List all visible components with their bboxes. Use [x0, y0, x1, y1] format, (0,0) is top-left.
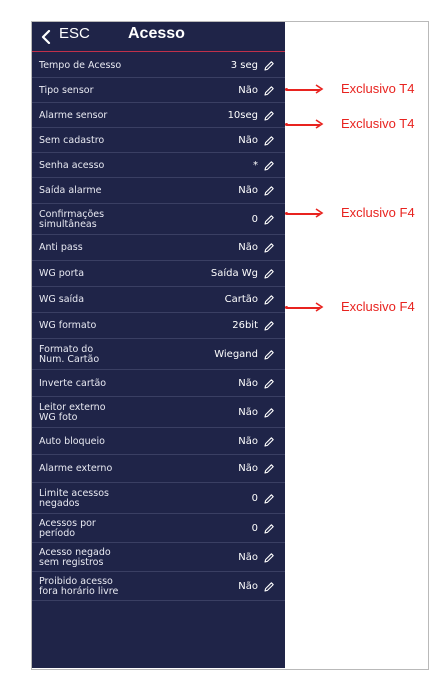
setting-row-inverte-cartao[interactable] — [32, 370, 285, 397]
esc-button[interactable]: ESC — [59, 25, 90, 42]
setting-value: Não — [238, 134, 258, 146]
pencil-icon[interactable] — [263, 60, 275, 72]
setting-row-sem-cadastro[interactable] — [32, 128, 285, 153]
pencil-icon[interactable] — [263, 493, 275, 505]
setting-value: Não — [238, 406, 258, 418]
setting-row-saida-alarme[interactable] — [32, 178, 285, 204]
setting-row-senha-acesso[interactable] — [32, 153, 285, 178]
pencil-icon[interactable] — [263, 523, 275, 535]
setting-value: 0 — [251, 213, 258, 225]
setting-row-wg-porta[interactable] — [32, 261, 285, 287]
setting-value: Saída Wg — [210, 268, 258, 279]
setting-row-acessos-por-periodo[interactable] — [32, 514, 285, 543]
setting-row-leitor-externo-wg-foto[interactable] — [32, 397, 285, 428]
pencil-icon[interactable] — [263, 214, 275, 226]
setting-value: 0 — [251, 522, 258, 534]
pencil-icon[interactable] — [263, 349, 275, 361]
arrow-right-icon — [314, 302, 324, 312]
setting-value: Não — [238, 551, 258, 563]
access-settings-panel — [32, 22, 285, 668]
setting-value: Não — [238, 242, 258, 253]
setting-value: 3 seg — [230, 59, 258, 71]
setting-value: Não — [238, 377, 258, 389]
setting-row-confirmacoes-simultaneas[interactable] — [32, 204, 285, 235]
pencil-icon[interactable] — [263, 552, 275, 564]
pencil-icon[interactable] — [263, 407, 275, 419]
setting-label: Inverte cartão — [39, 377, 107, 389]
exclusive-annotation — [285, 205, 447, 225]
setting-value: Não — [238, 84, 258, 96]
setting-row-auto-bloqueio[interactable] — [32, 428, 285, 455]
pencil-icon[interactable] — [263, 135, 275, 147]
setting-label: Limite acessos negados — [39, 487, 109, 509]
setting-value: Não — [238, 185, 258, 196]
page-title: Acesso — [128, 25, 185, 42]
setting-row-tipo-sensor[interactable] — [32, 78, 285, 103]
setting-value: Cartão — [224, 294, 258, 305]
arrow-right-icon — [314, 208, 324, 218]
annotation-text: Exclusivo F4 — [341, 205, 415, 220]
setting-label: Auto bloqueio — [39, 435, 105, 447]
setting-label: Confirmações simultâneas — [39, 208, 105, 230]
setting-value: Não — [238, 435, 258, 447]
chevron-left-icon[interactable] — [40, 30, 52, 44]
pencil-icon[interactable] — [263, 160, 275, 172]
exclusive-annotation — [285, 299, 447, 319]
header-bar — [32, 22, 285, 52]
setting-label: Acessos por período — [39, 517, 96, 539]
pencil-icon[interactable] — [263, 185, 275, 197]
setting-label: Tempo de Acesso — [39, 59, 122, 71]
setting-row-alarme-externo[interactable] — [32, 455, 285, 483]
setting-row-anti-pass[interactable] — [32, 235, 285, 261]
pencil-icon[interactable] — [263, 110, 275, 122]
setting-row-alarme-sensor[interactable] — [32, 103, 285, 128]
annotation-text: Exclusivo T4 — [341, 81, 415, 96]
setting-row-wg-formato[interactable] — [32, 313, 285, 339]
setting-label: Anti pass — [39, 242, 83, 253]
setting-value: 10seg — [227, 109, 258, 121]
arrow-right-icon — [314, 84, 324, 94]
setting-label: Sem cadastro — [39, 134, 105, 146]
setting-value: Não — [238, 580, 258, 592]
setting-row-proibido-acesso-fora-horario-livre[interactable] — [32, 572, 285, 601]
pencil-icon[interactable] — [263, 85, 275, 97]
pencil-icon[interactable] — [263, 581, 275, 593]
setting-label: WG porta — [39, 268, 85, 279]
setting-label: Senha acesso — [39, 159, 105, 171]
setting-label: WG formato — [39, 320, 97, 331]
setting-row-wg-saida[interactable] — [32, 287, 285, 313]
pencil-icon[interactable] — [263, 268, 275, 280]
annotation-text: Exclusivo F4 — [341, 299, 415, 314]
annotation-text: Exclusivo T4 — [341, 116, 415, 131]
pencil-icon[interactable] — [263, 242, 275, 254]
setting-value: 26bit — [232, 320, 258, 331]
pencil-icon[interactable] — [263, 378, 275, 390]
setting-value: * — [253, 159, 258, 171]
pencil-icon[interactable] — [263, 436, 275, 448]
setting-label: Tipo sensor — [39, 84, 94, 96]
setting-row-acesso-negado-sem-registros[interactable] — [32, 543, 285, 572]
setting-label: Saída alarme — [39, 185, 102, 196]
setting-label: Proibido acesso fora horário livre — [39, 575, 119, 597]
setting-label: Acesso negado sem registros — [39, 546, 111, 568]
pencil-icon[interactable] — [263, 463, 275, 475]
setting-value: Wiegand — [214, 348, 258, 360]
arrow-right-icon — [314, 119, 324, 129]
pencil-icon[interactable] — [263, 294, 275, 306]
setting-row-limite-acessos-negados[interactable] — [32, 483, 285, 514]
setting-value: 0 — [251, 492, 258, 504]
setting-label: Formato do Num. Cartão — [39, 343, 100, 365]
exclusive-annotation — [285, 116, 447, 136]
setting-label: Leitor externo WG foto — [39, 401, 106, 423]
setting-value: Não — [238, 463, 258, 474]
setting-row-formato-do-num-cartao[interactable] — [32, 339, 285, 370]
setting-label: Alarme externo — [39, 463, 113, 474]
exclusive-annotation — [285, 81, 447, 101]
setting-label: WG saída — [39, 294, 85, 305]
pencil-icon[interactable] — [263, 320, 275, 332]
setting-row-tempo-de-acesso[interactable] — [32, 53, 285, 78]
setting-label: Alarme sensor — [39, 109, 108, 121]
